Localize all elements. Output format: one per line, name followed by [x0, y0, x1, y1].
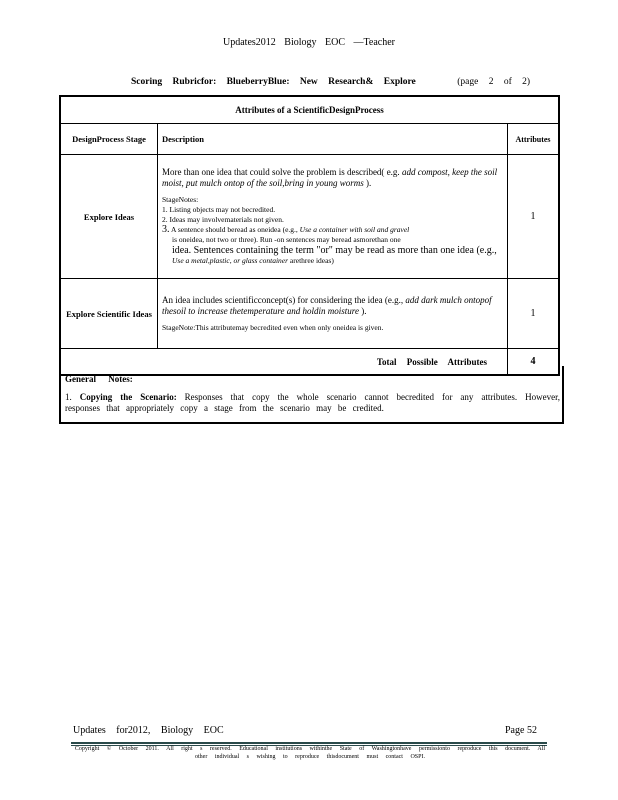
- column-header-row: [60, 124, 559, 155]
- stage-explore-ideas: Explore Ideas: [60, 155, 158, 279]
- footer-page-number: Page 52: [505, 725, 537, 736]
- stage-explore-scientific-ideas: Explore Scientific Ideas: [60, 279, 158, 349]
- table-row: [60, 279, 559, 349]
- table-title: Attributes of a ScientificDesignProcess: [60, 96, 559, 124]
- copyright-notice: Copyright © October 2011. All right s reserved. Educational institutions withinthe State of Washingtonhave permissionto reproduce this document. All other individual s wishing to reproduce thisdocument must contact OSPI.: [74, 746, 546, 760]
- total-value: 4: [508, 349, 560, 376]
- stage-notes: StageNotes: 1. Listing objects may not becredited. 2. Ideas may involvematerials not given. 3. A sentence should beread as oneidea (e.g., Use a container with soil and gravel is oneidea, not two or three). Run -on sentences may beread asmorethan one idea. Sentences containing the term "or" may be read as more than one idea (e.g., Use a metal,plastic, or glass container arethree ideas): [162, 195, 497, 265]
- footer-divider: [71, 742, 547, 744]
- scoring-rubric-line: [131, 77, 530, 87]
- total-label: Total Possible Attributes: [60, 349, 508, 376]
- rubric-table: [59, 95, 560, 376]
- attributes-explore-scientific-ideas: 1: [508, 279, 560, 349]
- description-explore-ideas: More than one idea that could solve the problem is described( e.g. add compost, keep the soil moist, put mulch ontop of the soil,bring in young worms ). StageNotes: 1. Listing objects may not becredited. 2. Ideas may involvematerials not given. 3. A sentence should beread as oneidea (e.g., Use a container with soil and gravel is oneidea, not two or three). Run -on sentences may beread asmorethan one idea. Sentences containing the term "or" may be read as more than one idea (e.g., Use a metal,plastic, or glass container arethree ideas): [158, 155, 508, 279]
- general-note-item: 1. Copying the Scenario: Responses that copy the whole scenario cannot becredited for any attributes. However, responses that appropriately copy a stage from the scenario may be credited.: [65, 392, 560, 413]
- description-explore-scientific-ideas: An idea includes scientificconcept(s) for considering the idea (e.g., add dark mulch ontopof thesoil to increase thetemperature and holdin moisture ). StageNote:This attributemay becredited even when only oneidea is given.: [158, 279, 508, 349]
- page-header: Updates2012 Biology EOC —Teacher: [223, 37, 395, 48]
- general-notes-title: General Notes:: [65, 374, 133, 384]
- col-attributes-header: Attributes: [508, 124, 560, 155]
- col-stage-header: DesignProcess Stage: [60, 124, 158, 155]
- page-of-indicator: (page 2 of 2): [457, 77, 531, 87]
- table-title-row: [60, 96, 559, 124]
- table-row: [60, 155, 559, 279]
- general-notes: [59, 366, 564, 424]
- scoring-rubric-label: Scoring Rubricfor: BlueberryBlue: New Research& Explore: [131, 77, 416, 87]
- col-description-header: Description: [158, 124, 508, 155]
- attributes-explore-ideas: 1: [508, 155, 560, 279]
- footer-left: Updates for2012, Biology EOC: [73, 725, 224, 736]
